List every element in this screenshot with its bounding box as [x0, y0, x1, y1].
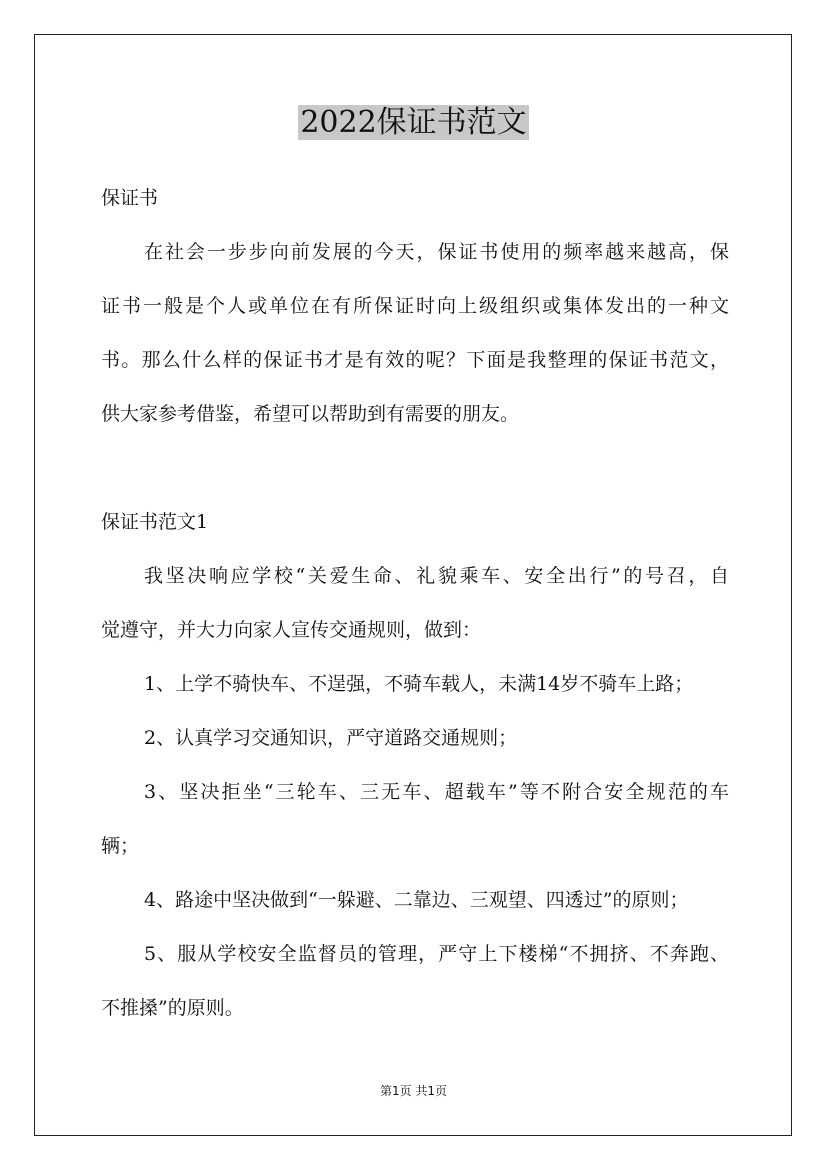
list-item: 2、认真学习交通知识，严守道路交通规则； [144, 727, 518, 749]
paragraph-line: 供大家参考借鉴，希望可以帮助到有需要的朋友。 [101, 403, 520, 425]
document-body [101, 171, 729, 1035]
section-heading-sample-1: 保证书范文1 [101, 511, 209, 533]
paragraph-line: 在社会一步步向前发展的今天，保证书使用的频率越来越高，保 [144, 241, 729, 263]
list-item: 3、坚决拒坐“三轮车、三无车、超载车”等不附合安全规范的车 [144, 781, 729, 803]
section-heading-intro: 保证书 [101, 187, 159, 209]
list-item: 1、上学不骑快车、不逞强，不骑车载人，未满14岁不骑车上路； [144, 673, 694, 695]
list-item-continuation: 不推搡”的原则。 [101, 997, 244, 1019]
paragraph-line: 觉遵守，并大力向家人宣传交通规则，做到： [101, 619, 482, 641]
list-item: 5、服从学校安全监督员的管理，严守上下楼梯“不拥挤、不奔跑、 [144, 943, 729, 965]
paragraph-spacer [101, 441, 729, 495]
title-text: 2022保证书范文 [300, 105, 527, 140]
list-item-continuation: 辆； [101, 835, 140, 857]
list-item: 4、路途中坚决做到“一躲避、二靠边、三观望、四透过”的原则； [144, 889, 689, 911]
page-footer: 第1页 共1页 [379, 1084, 448, 1098]
paragraph-line: 证书一般是个人或单位在有所保证时向上级组织或集体发出的一种文 [101, 295, 729, 317]
document-title [0, 104, 827, 142]
paragraph-line: 我坚决响应学校“关爱生命、礼貌乘车、安全出行”的号召，自 [144, 565, 729, 587]
paragraph-line: 书。那么什么样的保证书才是有效的呢？下面是我整理的保证书范文， [101, 349, 729, 371]
